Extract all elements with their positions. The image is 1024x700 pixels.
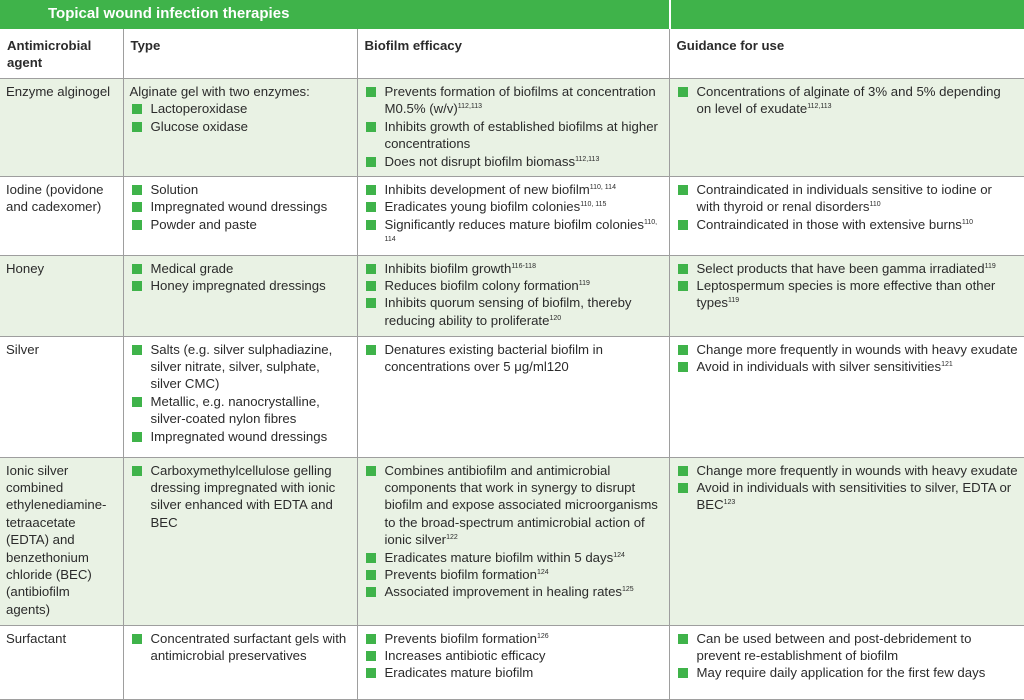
type-list <box>130 462 351 532</box>
list-item <box>130 341 351 393</box>
list-item <box>364 216 663 251</box>
list-item <box>364 341 663 376</box>
efficacy-cell <box>357 625 669 699</box>
bullet-square-icon <box>366 634 376 644</box>
agent-cell: Honey <box>0 255 123 336</box>
item-text: Contraindicated in individuals sensitive to iodine or with thyroid or renal disorders <box>696 182 992 215</box>
table-row <box>0 255 1024 336</box>
item-text: Leptospermum species is more effective than other types <box>696 278 996 311</box>
bullet-square-icon <box>678 87 688 97</box>
list-item <box>130 277 351 294</box>
list-item <box>364 664 663 681</box>
list-item <box>364 294 663 329</box>
reference-number: 110 <box>961 218 974 226</box>
list-item <box>364 198 663 215</box>
bullet-square-icon <box>366 570 376 580</box>
item-text: Reduces biofilm colony formation <box>384 278 579 294</box>
bullet-square-icon <box>132 220 142 230</box>
item-text: Prevents biofilm formation <box>384 567 537 583</box>
header-efficacy: Biofilm efficacy <box>357 29 669 79</box>
bullet-square-icon <box>366 553 376 563</box>
bullet-square-icon <box>366 157 376 167</box>
bullet-square-icon <box>366 264 376 274</box>
agent-cell: Surfactant <box>0 625 123 699</box>
agent-cell: Ionic silver combined ethylenediamine-tetraacetate (EDTA) and benzethonium chloride (BEC) (antibiofilm agents) <box>0 457 123 625</box>
list-item <box>676 277 1019 312</box>
efficacy-list <box>364 630 663 682</box>
bullet-square-icon <box>678 668 688 678</box>
bullet-square-icon <box>678 466 688 476</box>
list-item <box>130 198 351 215</box>
item-text: Contraindicated in those with extensive burns <box>696 216 962 232</box>
guidance-list <box>676 462 1019 514</box>
item-text: Avoid in individuals with silver sensitivities <box>696 359 942 375</box>
bullet-square-icon <box>132 466 142 476</box>
bullet-square-icon <box>366 87 376 97</box>
reference-number: 112,113 <box>575 155 600 163</box>
item-text: Salts (e.g. silver sulphadiazine, silver nitrate, silver, sulphate, silver CMC) <box>150 341 333 392</box>
item-text: Inhibits development of new biofilm <box>384 182 590 197</box>
list-item <box>364 630 663 647</box>
guidance-list <box>676 630 1019 682</box>
bullet-square-icon <box>132 345 142 355</box>
type-cell <box>123 336 357 457</box>
reference-number: 112,113 <box>457 103 483 111</box>
efficacy-list <box>364 181 663 251</box>
reference-number: 126 <box>536 632 549 640</box>
list-item <box>364 83 663 118</box>
type-list <box>130 100 351 135</box>
bullet-square-icon <box>678 362 688 372</box>
bullet-square-icon <box>366 202 376 212</box>
title-bar-right <box>671 0 1024 29</box>
item-text: Change more frequently in wounds with heavy exudate <box>696 462 1018 478</box>
reference-number: 120 <box>549 314 562 322</box>
agent-cell: Enzyme alginogel <box>0 79 123 177</box>
type-list <box>130 260 351 295</box>
reference-number: 110, 114 <box>589 184 616 191</box>
bullet-square-icon <box>678 185 688 195</box>
guidance-cell <box>669 255 1024 336</box>
bullet-square-icon <box>366 185 376 195</box>
item-text: Associated improvement in healing rates <box>384 584 622 600</box>
item-text: Glucose oxidase <box>150 118 248 134</box>
item-text: Select products that have been gamma irradiated <box>696 260 985 276</box>
list-item <box>364 566 663 583</box>
list-item <box>364 647 663 664</box>
table-title: Topical wound infection therapies <box>48 5 290 22</box>
reference-number: 116-118 <box>511 262 536 270</box>
bullet-square-icon <box>132 185 142 195</box>
bullet-square-icon <box>132 397 142 407</box>
type-list <box>130 181 351 233</box>
list-item <box>364 583 663 600</box>
efficacy-cell <box>357 255 669 336</box>
list-item <box>676 358 1019 375</box>
list-item <box>130 181 351 198</box>
header-row <box>0 29 1024 79</box>
item-text: Powder and paste <box>150 216 257 232</box>
bullet-square-icon <box>132 122 142 132</box>
reference-number: 119 <box>728 297 740 305</box>
type-cell <box>123 255 357 336</box>
agent-cell: Iodine (povidone and cadexomer) <box>0 177 123 256</box>
bullet-square-icon <box>678 281 688 291</box>
table-row <box>0 625 1024 699</box>
type-intro: Alginate gel with two enzymes: <box>129 84 310 99</box>
item-text: Prevents formation of biofilms at concentration M0.5% (w/v) <box>384 84 656 117</box>
item-text: Eradicates mature biofilm within 5 days <box>384 549 614 565</box>
item-text: Change more frequently in wounds with heavy exudate <box>696 341 1018 357</box>
bullet-square-icon <box>366 298 376 308</box>
list-item <box>364 260 663 277</box>
bullet-square-icon <box>132 202 142 212</box>
item-text: Metallic, e.g. nanocrystalline, silver-coated nylon fibres <box>150 393 320 427</box>
guidance-list <box>676 260 1019 312</box>
bullet-square-icon <box>132 281 142 291</box>
item-text: May require daily application for the first few days <box>696 665 986 681</box>
item-text: Solution <box>150 182 199 197</box>
reference-number: 124 <box>613 551 625 559</box>
item-text: Can be used between and post-debridement to prevent re-establishment of biofilm <box>696 630 972 664</box>
efficacy-cell <box>357 177 669 256</box>
item-text: Denatures existing bacterial biofilm in concentrations over 5 μg/ml120 <box>384 341 603 375</box>
item-text: Impregnated wound dressings <box>150 199 328 215</box>
efficacy-list <box>364 260 663 330</box>
list-item <box>676 341 1019 358</box>
list-item <box>676 83 1019 118</box>
bullet-square-icon <box>366 466 376 476</box>
efficacy-list <box>364 341 663 376</box>
item-text: Avoid in individuals with sensitivities to silver, EDTA or BEC <box>696 480 1012 513</box>
list-item <box>676 181 1019 216</box>
list-item <box>130 100 351 117</box>
list-item <box>130 260 351 277</box>
table-body <box>0 79 1024 700</box>
reference-number: 121 <box>941 361 953 369</box>
reference-number: 125 <box>622 586 634 594</box>
list-item <box>130 630 351 665</box>
table-row <box>0 457 1024 625</box>
table-row <box>0 336 1024 457</box>
item-text: Concentrations of alginate of 3% and 5% depending on level of exudate <box>696 84 1001 117</box>
item-text: Inhibits biofilm growth <box>384 260 512 276</box>
bullet-square-icon <box>678 345 688 355</box>
therapies-table <box>0 29 1024 700</box>
item-text: Prevents biofilm formation <box>384 630 537 646</box>
bullet-square-icon <box>366 281 376 291</box>
list-item <box>130 118 351 135</box>
bullet-square-icon <box>132 634 142 644</box>
list-item <box>676 462 1019 479</box>
bullet-square-icon <box>678 634 688 644</box>
item-text: Honey impregnated dressings <box>150 278 326 294</box>
list-item <box>364 549 663 566</box>
header-type: Type <box>123 29 357 79</box>
type-list <box>130 341 351 445</box>
list-item <box>130 462 351 532</box>
item-text: Combines antibiofilm and antimicrobial components that work in synergy to disrupt biofilm and expose associated microorganisms to the broad-spectrum antimicrobial action of ionic silver <box>384 462 658 548</box>
type-cell <box>123 177 357 256</box>
list-item <box>676 260 1019 277</box>
item-text: Inhibits quorum sensing of biofilm, thereby reducing ability to proliferate <box>384 295 632 328</box>
table-row <box>0 79 1024 177</box>
efficacy-list <box>364 462 663 601</box>
list-item <box>364 118 663 153</box>
list-item <box>130 428 351 445</box>
bullet-square-icon <box>678 220 688 230</box>
list-item <box>364 277 663 294</box>
header-agent: Antimicrobial agent <box>0 29 123 79</box>
bullet-square-icon <box>366 220 376 230</box>
guidance-cell <box>669 625 1024 699</box>
header-guidance: Guidance for use <box>669 29 1024 79</box>
reference-number: 119 <box>984 262 996 270</box>
bullet-square-icon <box>132 432 142 442</box>
type-cell <box>123 625 357 699</box>
item-text: Increases antibiotic efficacy <box>384 648 546 664</box>
bullet-square-icon <box>366 587 376 597</box>
guidance-cell <box>669 177 1024 256</box>
type-cell <box>123 79 357 177</box>
item-text: Lactoperoxidase <box>150 101 248 117</box>
bullet-square-icon <box>366 651 376 661</box>
list-item <box>130 393 351 428</box>
bullet-square-icon <box>366 345 376 355</box>
item-text: Carboxymethylcellulose gelling dressing impregnated with ionic silver enhanced with EDTA and BEC <box>150 462 336 530</box>
reference-number: 119 <box>578 280 590 288</box>
reference-number: 110, 115 <box>580 201 607 209</box>
guidance-list <box>676 181 1019 233</box>
guidance-list <box>676 341 1019 376</box>
list-item <box>130 216 351 233</box>
bullet-square-icon <box>132 104 142 114</box>
guidance-list <box>676 83 1019 118</box>
reference-number: 124 <box>536 569 549 577</box>
efficacy-cell <box>357 79 669 177</box>
guidance-cell <box>669 336 1024 457</box>
bullet-square-icon <box>366 122 376 132</box>
item-text: Inhibits growth of established biofilms at higher concentrations <box>384 118 658 152</box>
list-item <box>676 216 1019 233</box>
guidance-cell <box>669 79 1024 177</box>
list-item <box>364 462 663 549</box>
efficacy-list <box>364 83 663 170</box>
list-item <box>676 664 1019 681</box>
item-text: Medical grade <box>150 260 234 276</box>
bullet-square-icon <box>366 668 376 678</box>
efficacy-cell <box>357 457 669 625</box>
type-cell <box>123 457 357 625</box>
list-item <box>364 153 663 170</box>
bullet-square-icon <box>678 264 688 274</box>
item-text: Does not disrupt biofilm biomass <box>384 153 576 169</box>
item-text: Impregnated wound dressings <box>150 428 328 444</box>
type-list <box>130 630 351 665</box>
item-text: Eradicates young biofilm colonies <box>384 199 581 215</box>
list-item <box>676 479 1019 514</box>
list-item <box>364 181 663 198</box>
reference-number: 110, 114 <box>384 218 658 244</box>
list-item <box>676 630 1019 665</box>
reference-number: 123 <box>723 499 736 507</box>
agent-cell: Silver <box>0 336 123 457</box>
reference-number: 110 <box>869 201 881 209</box>
bullet-square-icon <box>132 264 142 274</box>
item-text: Concentrated surfactant gels with antimicrobial preservatives <box>150 630 347 664</box>
bullet-square-icon <box>678 483 688 493</box>
item-text: Significantly reduces mature biofilm colonies <box>384 216 644 232</box>
item-text: Eradicates mature biofilm <box>384 665 534 681</box>
title-bar <box>0 0 1024 29</box>
reference-number: 122 <box>446 534 458 542</box>
efficacy-cell <box>357 336 669 457</box>
table-row <box>0 177 1024 256</box>
guidance-cell <box>669 457 1024 625</box>
reference-number: 112,113 <box>807 103 832 111</box>
